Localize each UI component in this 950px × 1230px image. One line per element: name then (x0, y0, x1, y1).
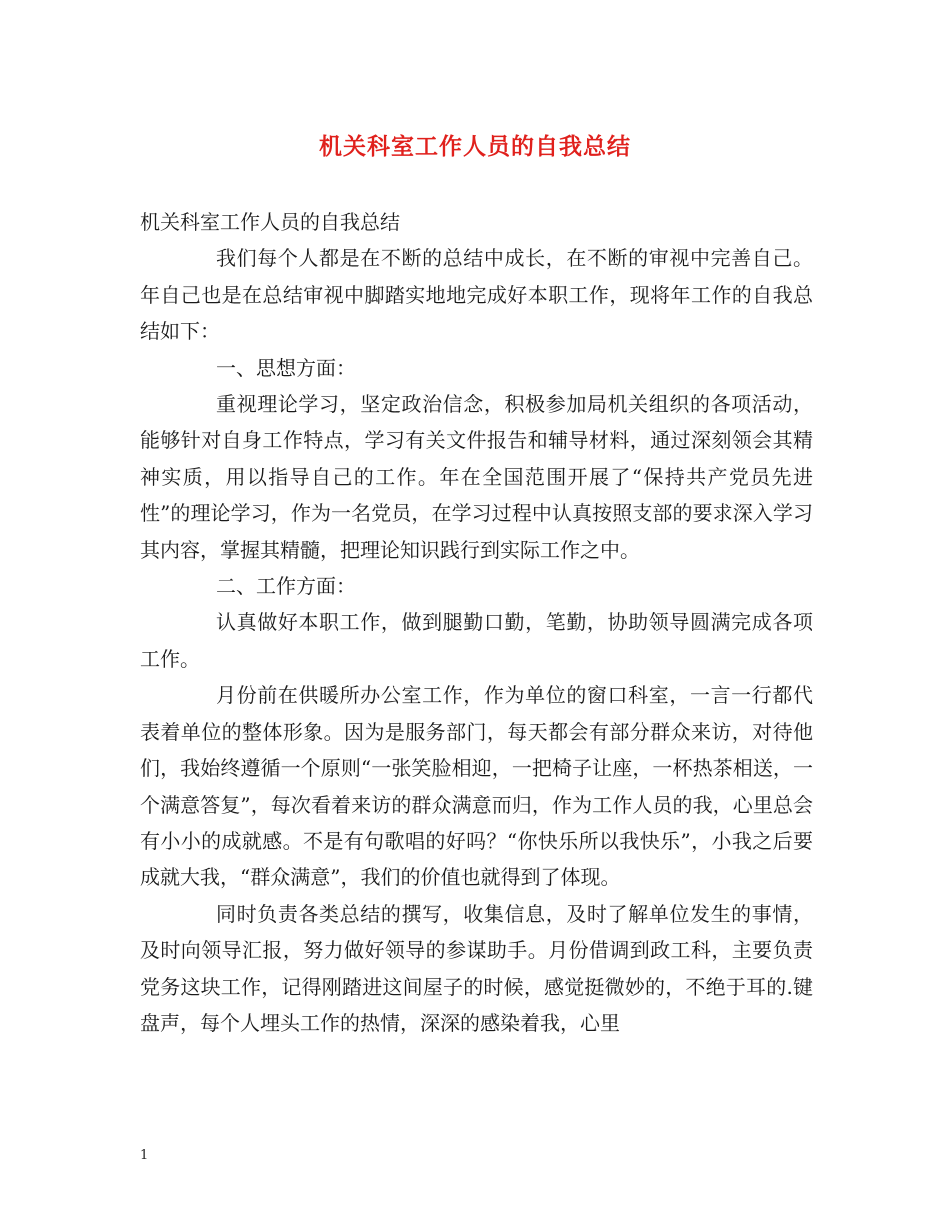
paragraph-intro: 我们每个人都是在不断的总结中成长，在不断的审视中完善自己。年自己也是在总结审视中脚踏实地地完成好本职工作，现将年工作的自我总结如下： (140, 246, 813, 344)
paragraph-thought: 重视理论学习，坚定政治信念，积极参加局机关组织的各项活动，能够针对自身工作特点，学习有关文件报告和辅导材料，通过深刻领会其精神实质，用以指导自己的工作。年在全国范围开展了“保持共产党员先进性”的理论学习，作为一名党员，在学习过程中认真按照支部的要求深入学习其内容，掌握其精髓，把理论知识践行到实际工作之中。 (140, 392, 813, 562)
paragraph-heading: 机关科室工作人员的自我总结 (140, 210, 400, 234)
paragraph-work-duty: 认真做好本职工作，做到腿勤口勤，笔勤，协助领导圆满完成各项工作。 (140, 610, 813, 671)
document-title: 机关科室工作人员的自我总结 (319, 133, 631, 160)
section-heading-work: 二、工作方面： (216, 574, 356, 599)
paragraph-work-office: 月份前在供暖所办公室工作，作为单位的窗口科室，一言一行都代表着单位的整体形象。因为是服务部门，每天都会有部分群众来访，对待他们，我始终遵循一个原则“一张笑脸相迎，一把椅子让座，一杯热茶相送，一个满意答复”，每次看着来访的群众满意而归，作为工作人员的我，心里总会有小小的成就感。不是有句歌唱的好吗？“你快乐所以我快乐”，小我之后要成就大我，“群众满意”，我们的价值也就得到了体现。 (140, 683, 813, 890)
document-body (140, 204, 813, 1041)
section-heading-thought: 一、思想方面： (216, 355, 356, 380)
paragraph-work-summary: 同时负责各类总结的撰写，收集信息，及时了解单位发生的事情，及时向领导汇报，努力做好领导的参谋助手。月份借调到政工科，主要负责党务这块工作，记得刚踏进这间屋子的时候，感觉挺微妙的，不绝于耳的.键盘声，每个人埋头工作的热情，深深的感染着我，心里 (140, 901, 813, 1035)
page-number: 1 (140, 1148, 149, 1163)
